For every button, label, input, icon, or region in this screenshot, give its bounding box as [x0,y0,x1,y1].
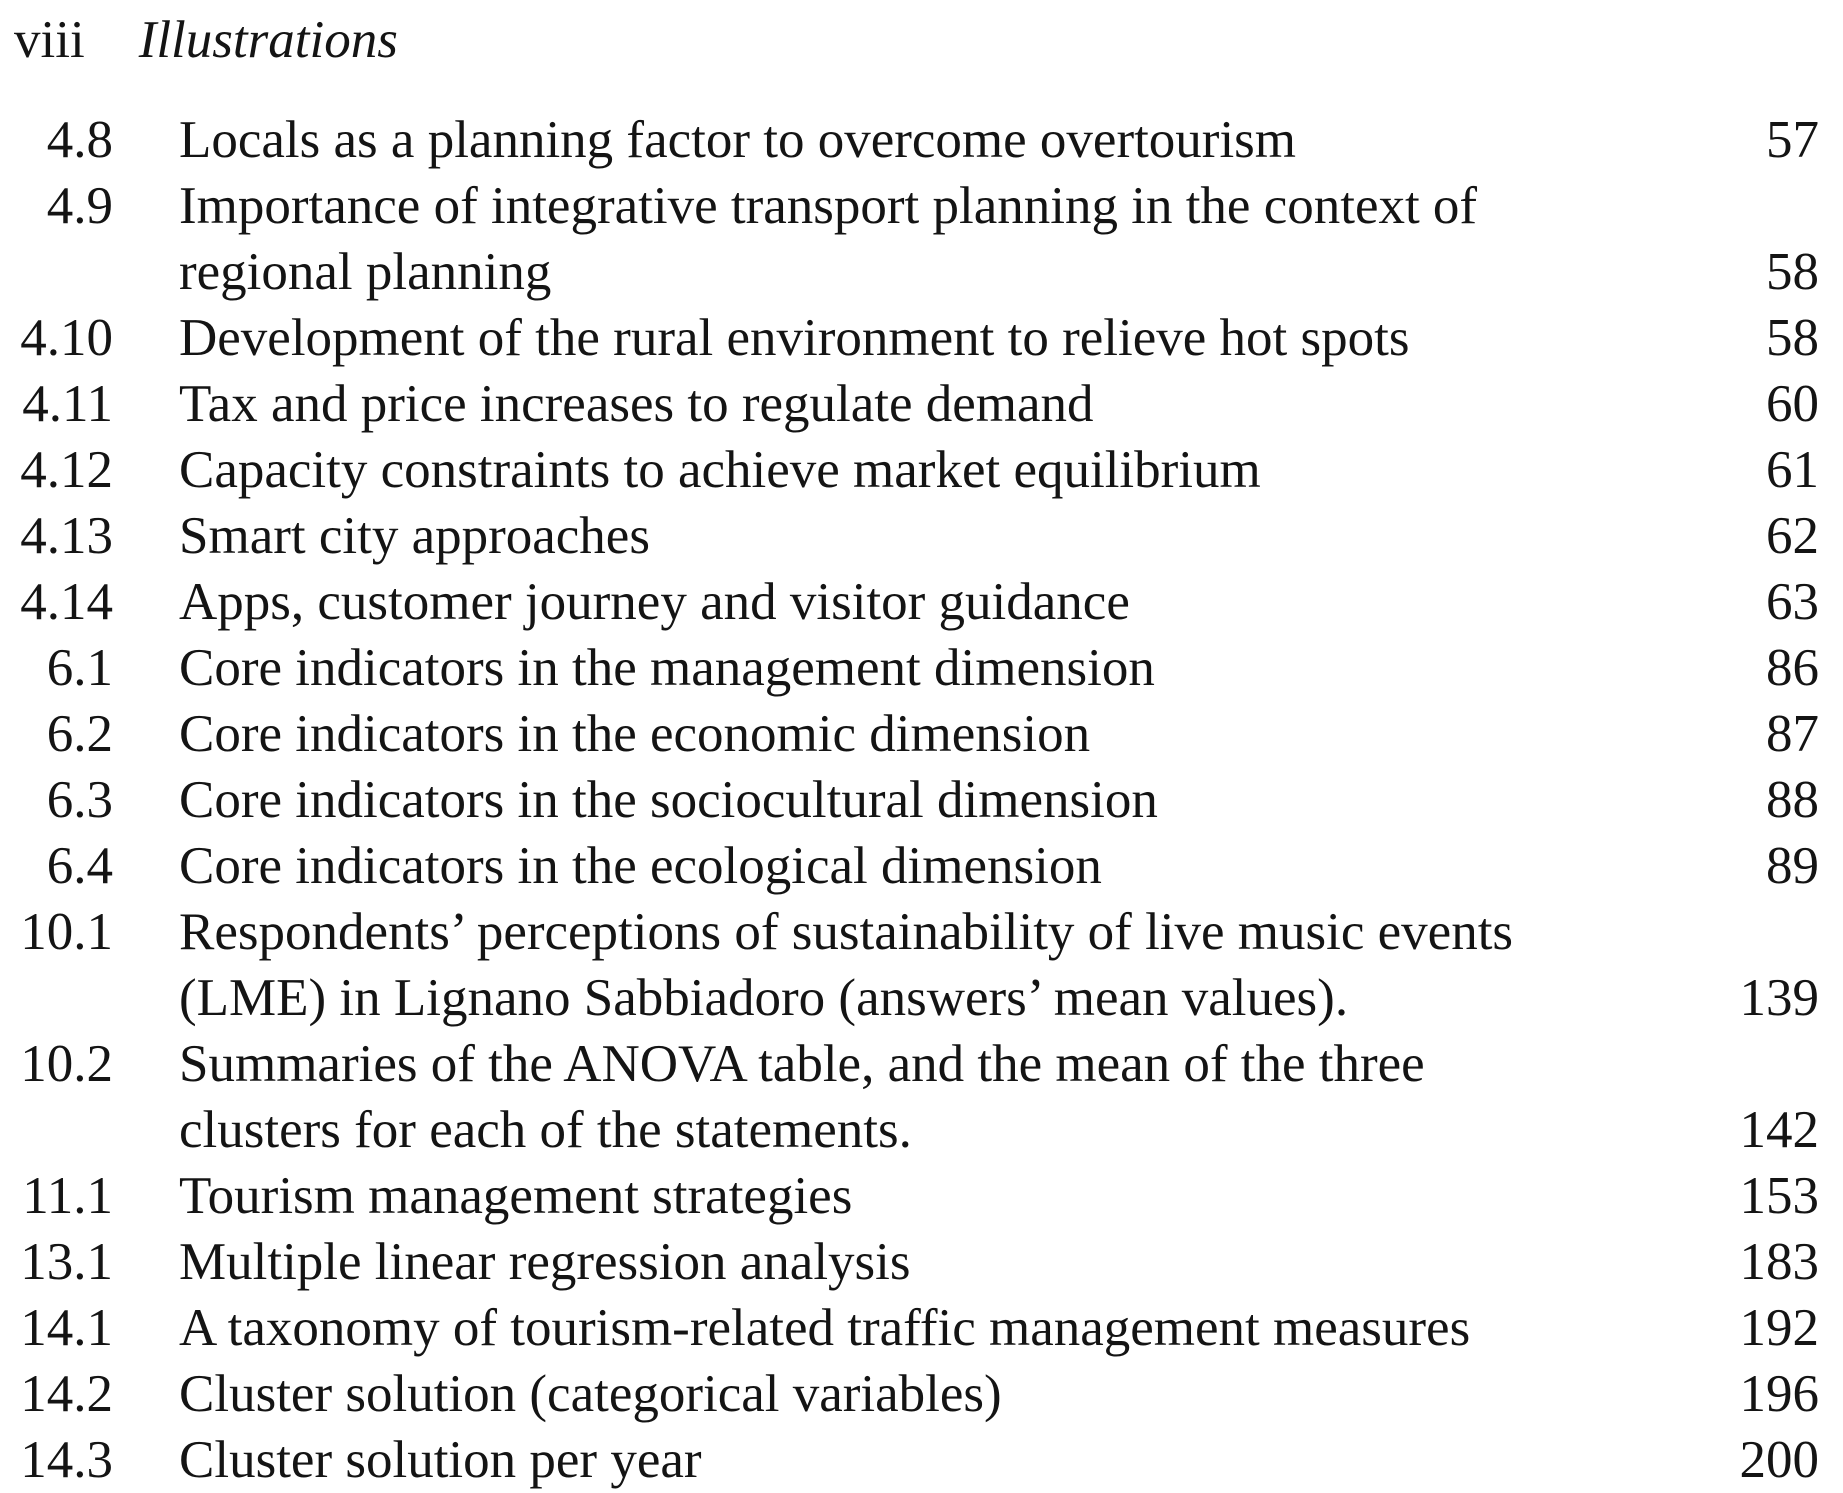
toc-entry-continuation [0,239,1843,305]
toc-entry [0,701,1843,767]
entry-number: 4.12 [20,441,113,499]
entry-number: 10.1 [20,903,113,961]
entry-page-number: 153 [1739,1167,1819,1225]
entry-page-number: 183 [1739,1233,1819,1291]
entry-title: Respondents’ perceptions of sustainability of live music events [179,903,1514,961]
entry-title: Capacity constraints to achieve market equilibrium [179,441,1261,499]
toc-entry [0,1295,1843,1361]
entry-page-number: 60 [1766,375,1819,433]
toc-entry [0,833,1843,899]
entry-title: Locals as a planning factor to overcome overtourism [179,111,1297,169]
entry-page-number: 142 [1739,1101,1819,1159]
toc-entry [0,503,1843,569]
entry-title: clusters for each of the statements. [179,1101,912,1159]
entry-number: 4.11 [22,375,113,433]
toc-entry [0,305,1843,371]
entry-page-number: 61 [1766,441,1819,499]
entry-number: 11.1 [22,1167,113,1225]
entry-title: Core indicators in the sociocultural dimension [179,771,1158,829]
toc-entry [0,1361,1843,1427]
toc-entry [0,1229,1843,1295]
entry-number: 4.8 [46,111,113,169]
entry-number: 4.13 [20,507,113,565]
entry-number: 4.14 [20,573,113,631]
entry-number: 4.10 [20,309,113,367]
entry-page-number: 87 [1766,705,1819,763]
toc-entry [0,1427,1843,1493]
entry-number: 14.2 [20,1365,113,1423]
entry-number: 14.3 [20,1431,113,1489]
entry-number: 13.1 [20,1233,113,1291]
entry-title: regional planning [179,243,552,301]
entry-title: Tourism management strategies [179,1167,853,1225]
entry-page-number: 192 [1739,1299,1819,1357]
entry-page-number: 88 [1766,771,1819,829]
list-of-tables [0,107,1843,1493]
entry-title: Summaries of the ANOVA table, and the mean of the three [179,1035,1425,1093]
entry-title: Apps, customer journey and visitor guidance [179,573,1130,631]
entry-page-number: 57 [1766,111,1819,169]
entry-number: 6.2 [46,705,113,763]
entry-title: Smart city approaches [179,507,650,565]
toc-entry [0,899,1843,965]
running-title: Illustrations [138,11,398,69]
toc-entry-continuation [0,965,1843,1031]
entry-page-number: 200 [1739,1431,1819,1489]
entry-title: Importance of integrative transport planning in the context of [179,177,1478,235]
entry-title: Core indicators in the ecological dimension [179,837,1102,895]
entry-title: Tax and price increases to regulate demand [179,375,1094,433]
entry-number: 10.2 [20,1035,113,1093]
entry-title: A taxonomy of tourism-related traffic management measures [179,1299,1471,1357]
entry-page-number: 139 [1739,969,1819,1027]
entry-number: 6.3 [46,771,113,829]
toc-entry-continuation [0,1097,1843,1163]
toc-entry [0,1163,1843,1229]
entry-page-number: 58 [1766,243,1819,301]
entry-page-number: 86 [1766,639,1819,697]
entry-title: (LME) in Lignano Sabbiadoro (answers’ mean values). [179,969,1349,1027]
entry-title: Core indicators in the management dimension [179,639,1155,697]
entry-title: Cluster solution (categorical variables) [179,1365,1002,1423]
entry-number: 6.4 [46,837,113,895]
toc-entry [0,1031,1843,1097]
toc-entry [0,173,1843,239]
running-header [14,4,398,76]
toc-entry [0,107,1843,173]
entry-title: Core indicators in the economic dimension [179,705,1091,763]
entry-title: Cluster solution per year [179,1431,702,1489]
entry-page-number: 196 [1739,1365,1819,1423]
page-folio: viii [14,11,85,69]
entry-title: Development of the rural environment to relieve hot spots [179,309,1410,367]
entry-number: 6.1 [46,639,113,697]
entry-page-number: 63 [1766,573,1819,631]
entry-page-number: 62 [1766,507,1819,565]
toc-entry [0,767,1843,833]
entry-page-number: 89 [1766,837,1819,895]
entry-page-number: 58 [1766,309,1819,367]
toc-entry [0,635,1843,701]
toc-entry [0,437,1843,503]
entry-title: Multiple linear regression analysis [179,1233,911,1291]
entry-number: 4.9 [46,177,113,235]
toc-entry [0,371,1843,437]
entry-number: 14.1 [20,1299,113,1357]
toc-entry [0,569,1843,635]
